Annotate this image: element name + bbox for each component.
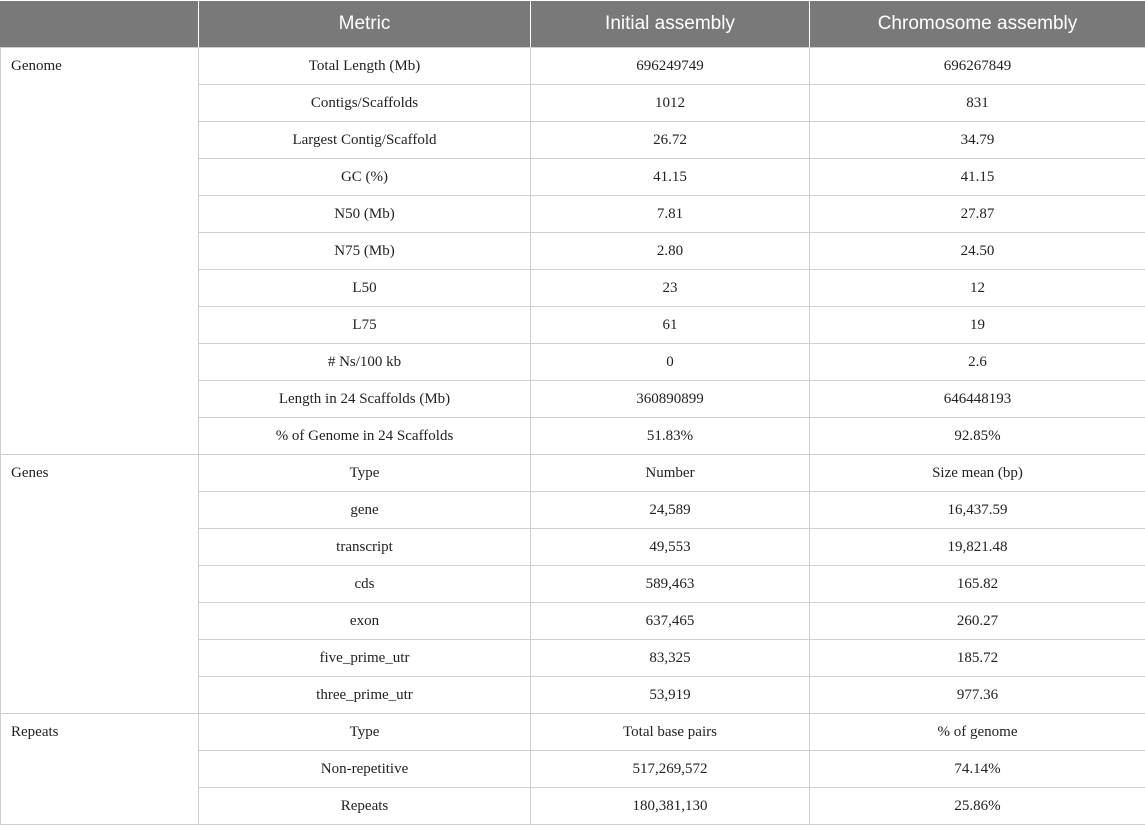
metric-cell: transcript xyxy=(199,529,531,566)
initial-assembly-cell: 83,325 xyxy=(531,640,810,677)
metric-cell: Repeats xyxy=(199,788,531,825)
chromosome-assembly-cell: 19 xyxy=(810,307,1145,344)
metric-cell: Non-repetitive xyxy=(199,751,531,788)
chromosome-assembly-cell: 92.85% xyxy=(810,418,1145,455)
initial-assembly-cell: 637,465 xyxy=(531,603,810,640)
header-row xyxy=(1,1,1145,48)
chromosome-assembly-cell: Size mean (bp) xyxy=(810,455,1145,492)
section-label: Repeats xyxy=(1,714,199,825)
table-body xyxy=(1,48,1145,825)
initial-assembly-cell: 7.81 xyxy=(531,196,810,233)
initial-assembly-cell: 1012 xyxy=(531,85,810,122)
chromosome-assembly-cell: 2.6 xyxy=(810,344,1145,381)
header-cell-section xyxy=(1,1,199,48)
metric-cell: N75 (Mb) xyxy=(199,233,531,270)
chromosome-assembly-cell: 185.72 xyxy=(810,640,1145,677)
metric-cell: cds xyxy=(199,566,531,603)
metric-cell: L50 xyxy=(199,270,531,307)
initial-assembly-cell: 61 xyxy=(531,307,810,344)
initial-assembly-cell: 589,463 xyxy=(531,566,810,603)
chromosome-assembly-cell: 977.36 xyxy=(810,677,1145,714)
initial-assembly-cell: 360890899 xyxy=(531,381,810,418)
chromosome-assembly-cell: 696267849 xyxy=(810,48,1145,85)
chromosome-assembly-cell: 41.15 xyxy=(810,159,1145,196)
initial-assembly-cell: 2.80 xyxy=(531,233,810,270)
metric-cell: Largest Contig/Scaffold xyxy=(199,122,531,159)
initial-assembly-cell: 41.15 xyxy=(531,159,810,196)
metric-cell: exon xyxy=(199,603,531,640)
metric-cell: gene xyxy=(199,492,531,529)
metric-cell: L75 xyxy=(199,307,531,344)
initial-assembly-cell: 0 xyxy=(531,344,810,381)
chromosome-assembly-cell: 12 xyxy=(810,270,1145,307)
metric-cell: Type xyxy=(199,714,531,751)
chromosome-assembly-cell: 16,437.59 xyxy=(810,492,1145,529)
table-row xyxy=(1,48,1145,85)
chromosome-assembly-cell: 34.79 xyxy=(810,122,1145,159)
metric-cell: % of Genome in 24 Scaffolds xyxy=(199,418,531,455)
initial-assembly-cell: 24,589 xyxy=(531,492,810,529)
chromosome-assembly-cell: 831 xyxy=(810,85,1145,122)
chromosome-assembly-cell: 27.87 xyxy=(810,196,1145,233)
section-label: Genes xyxy=(1,455,199,714)
initial-assembly-cell: 696249749 xyxy=(531,48,810,85)
table-header xyxy=(1,1,1145,48)
table-row xyxy=(1,455,1145,492)
initial-assembly-cell: 51.83% xyxy=(531,418,810,455)
initial-assembly-cell: 26.72 xyxy=(531,122,810,159)
chromosome-assembly-cell: 646448193 xyxy=(810,381,1145,418)
header-cell-metric: Metric xyxy=(199,1,531,48)
section-label: Genome xyxy=(1,48,199,455)
metric-cell: three_prime_utr xyxy=(199,677,531,714)
metric-cell: GC (%) xyxy=(199,159,531,196)
chromosome-assembly-cell: 19,821.48 xyxy=(810,529,1145,566)
chromosome-assembly-cell: 260.27 xyxy=(810,603,1145,640)
table-row xyxy=(1,714,1145,751)
initial-assembly-cell: Number xyxy=(531,455,810,492)
initial-assembly-cell: 180,381,130 xyxy=(531,788,810,825)
chromosome-assembly-cell: 165.82 xyxy=(810,566,1145,603)
initial-assembly-cell: 23 xyxy=(531,270,810,307)
header-cell-chromosome-assembly: Chromosome assembly xyxy=(810,1,1145,48)
chromosome-assembly-cell: 74.14% xyxy=(810,751,1145,788)
initial-assembly-cell: Total base pairs xyxy=(531,714,810,751)
initial-assembly-cell: 49,553 xyxy=(531,529,810,566)
initial-assembly-cell: 53,919 xyxy=(531,677,810,714)
chromosome-assembly-cell: % of genome xyxy=(810,714,1145,751)
initial-assembly-cell: 517,269,572 xyxy=(531,751,810,788)
header-cell-initial-assembly: Initial assembly xyxy=(531,1,810,48)
metric-cell: Contigs/Scaffolds xyxy=(199,85,531,122)
metric-cell: Total Length (Mb) xyxy=(199,48,531,85)
chromosome-assembly-cell: 24.50 xyxy=(810,233,1145,270)
chromosome-assembly-cell: 25.86% xyxy=(810,788,1145,825)
metric-cell: Type xyxy=(199,455,531,492)
metric-cell: five_prime_utr xyxy=(199,640,531,677)
metric-cell: N50 (Mb) xyxy=(199,196,531,233)
metric-cell: Length in 24 Scaffolds (Mb) xyxy=(199,381,531,418)
metric-cell: # Ns/100 kb xyxy=(199,344,531,381)
